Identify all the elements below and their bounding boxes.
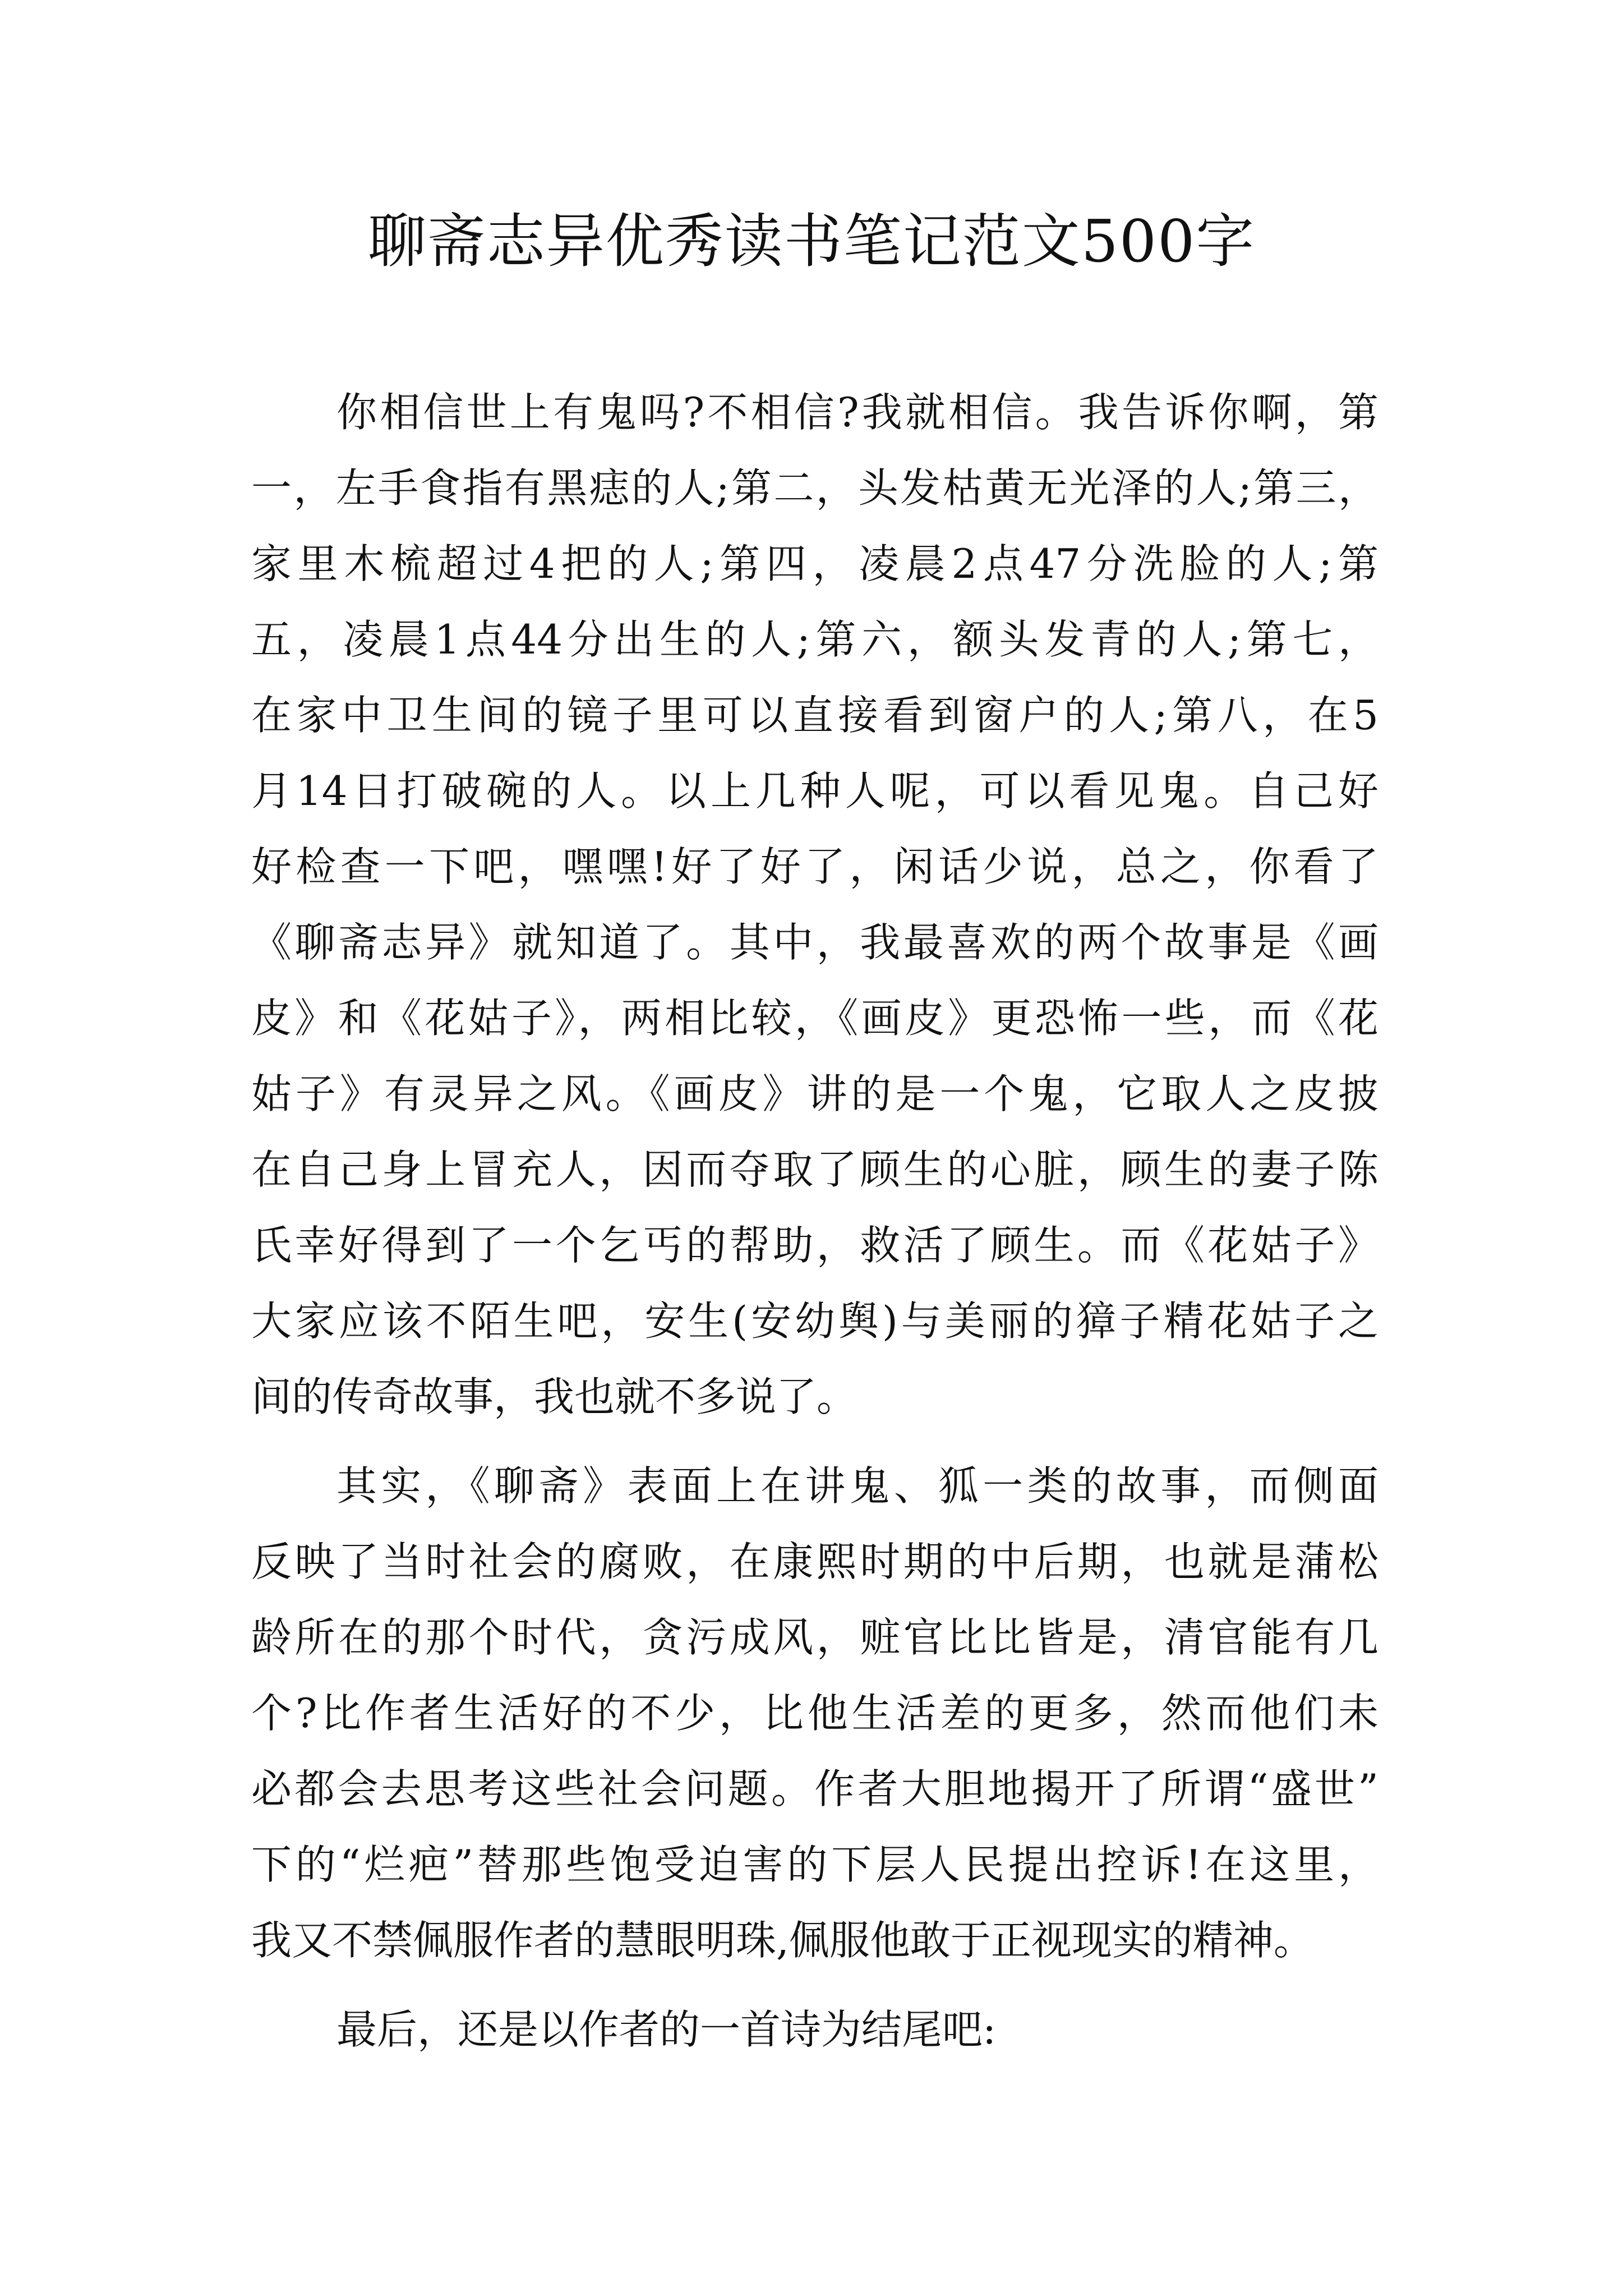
text-line: 好检查一下吧，嘿嘿!好了好了，闲话少说，总之，你看了 xyxy=(251,843,1378,890)
text-line: 你相信世上有鬼吗?不相信?我就相信。我告诉你啊，第 xyxy=(336,389,1378,436)
text-line: 间的传奇故事，我也就不多说了。 xyxy=(251,1373,857,1420)
text-line: 我又不禁佩服作者的慧眼明珠,佩服他敢于正视现实的精神。 xyxy=(251,1917,1314,1964)
text-line: 《聊斋志异》就知道了。其中，我最喜欢的两个故事是《画 xyxy=(251,919,1378,966)
text-line: 氏幸好得到了一个乞丐的帮助，救活了顾生。而《花姑子》 xyxy=(251,1222,1378,1269)
text-line: 其实，《聊斋》表面上在讲鬼、狐一类的故事，而侧面 xyxy=(336,1462,1378,1510)
text-line: 家里木梳超过4把的人;第四，凌晨2点47分洗脸的人;第 xyxy=(251,540,1378,587)
text-line: 必都会去思考这些社会问题。作者大胆地揭开了所谓“盛世” xyxy=(251,1765,1378,1812)
text-line: 下的“烂疤”替那些饱受迫害的下层人民提出控诉!在这里， xyxy=(251,1841,1378,1888)
text-line: 月14日打破碗的人。以上几种人呢，可以看见鬼。自己好 xyxy=(251,767,1378,815)
text-line: 大家应该不陌生吧，安生(安幼舆)与美丽的獐子精花姑子之 xyxy=(251,1297,1378,1345)
text-line: 五，凌晨1点44分出生的人;第六，额头发青的人;第七， xyxy=(251,616,1378,663)
text-line: 一，左手食指有黑痣的人;第二，头发枯黄无光泽的人;第三， xyxy=(251,464,1378,512)
paragraph-3 xyxy=(251,1992,1378,2068)
text-line: 最后，还是以作者的一首诗为结尾吧: xyxy=(336,2006,997,2053)
document-body xyxy=(251,375,1378,2081)
text-line: 个?比作者生活好的不少，比他生活差的更多，然而他们未 xyxy=(251,1690,1378,1737)
paragraph-2 xyxy=(251,1448,1378,1978)
text-line: 反映了当时社会的腐败，在康熙时期的中后期，也就是蒲松 xyxy=(251,1538,1378,1585)
text-line: 在家中卫生间的镜子里可以直接看到窗户的人;第八，在5 xyxy=(251,692,1378,739)
text-line: 姑子》有灵异之风。《画皮》讲的是一个鬼，它取人之皮披 xyxy=(251,1070,1378,1117)
paragraph-1 xyxy=(251,375,1378,1435)
text-line: 在自己身上冒充人，因而夺取了顾生的心脏，顾生的妻子陈 xyxy=(251,1146,1378,1193)
document-title: 聊斋志异优秀读书笔记范文500字 xyxy=(367,207,1256,275)
text-line: 皮》和《花姑子》，两相比较，《画皮》更恐怖一些，而《花 xyxy=(251,995,1378,1042)
text-line: 龄所在的那个时代，贪污成风，赃官比比皆是，清官能有几 xyxy=(251,1614,1378,1661)
